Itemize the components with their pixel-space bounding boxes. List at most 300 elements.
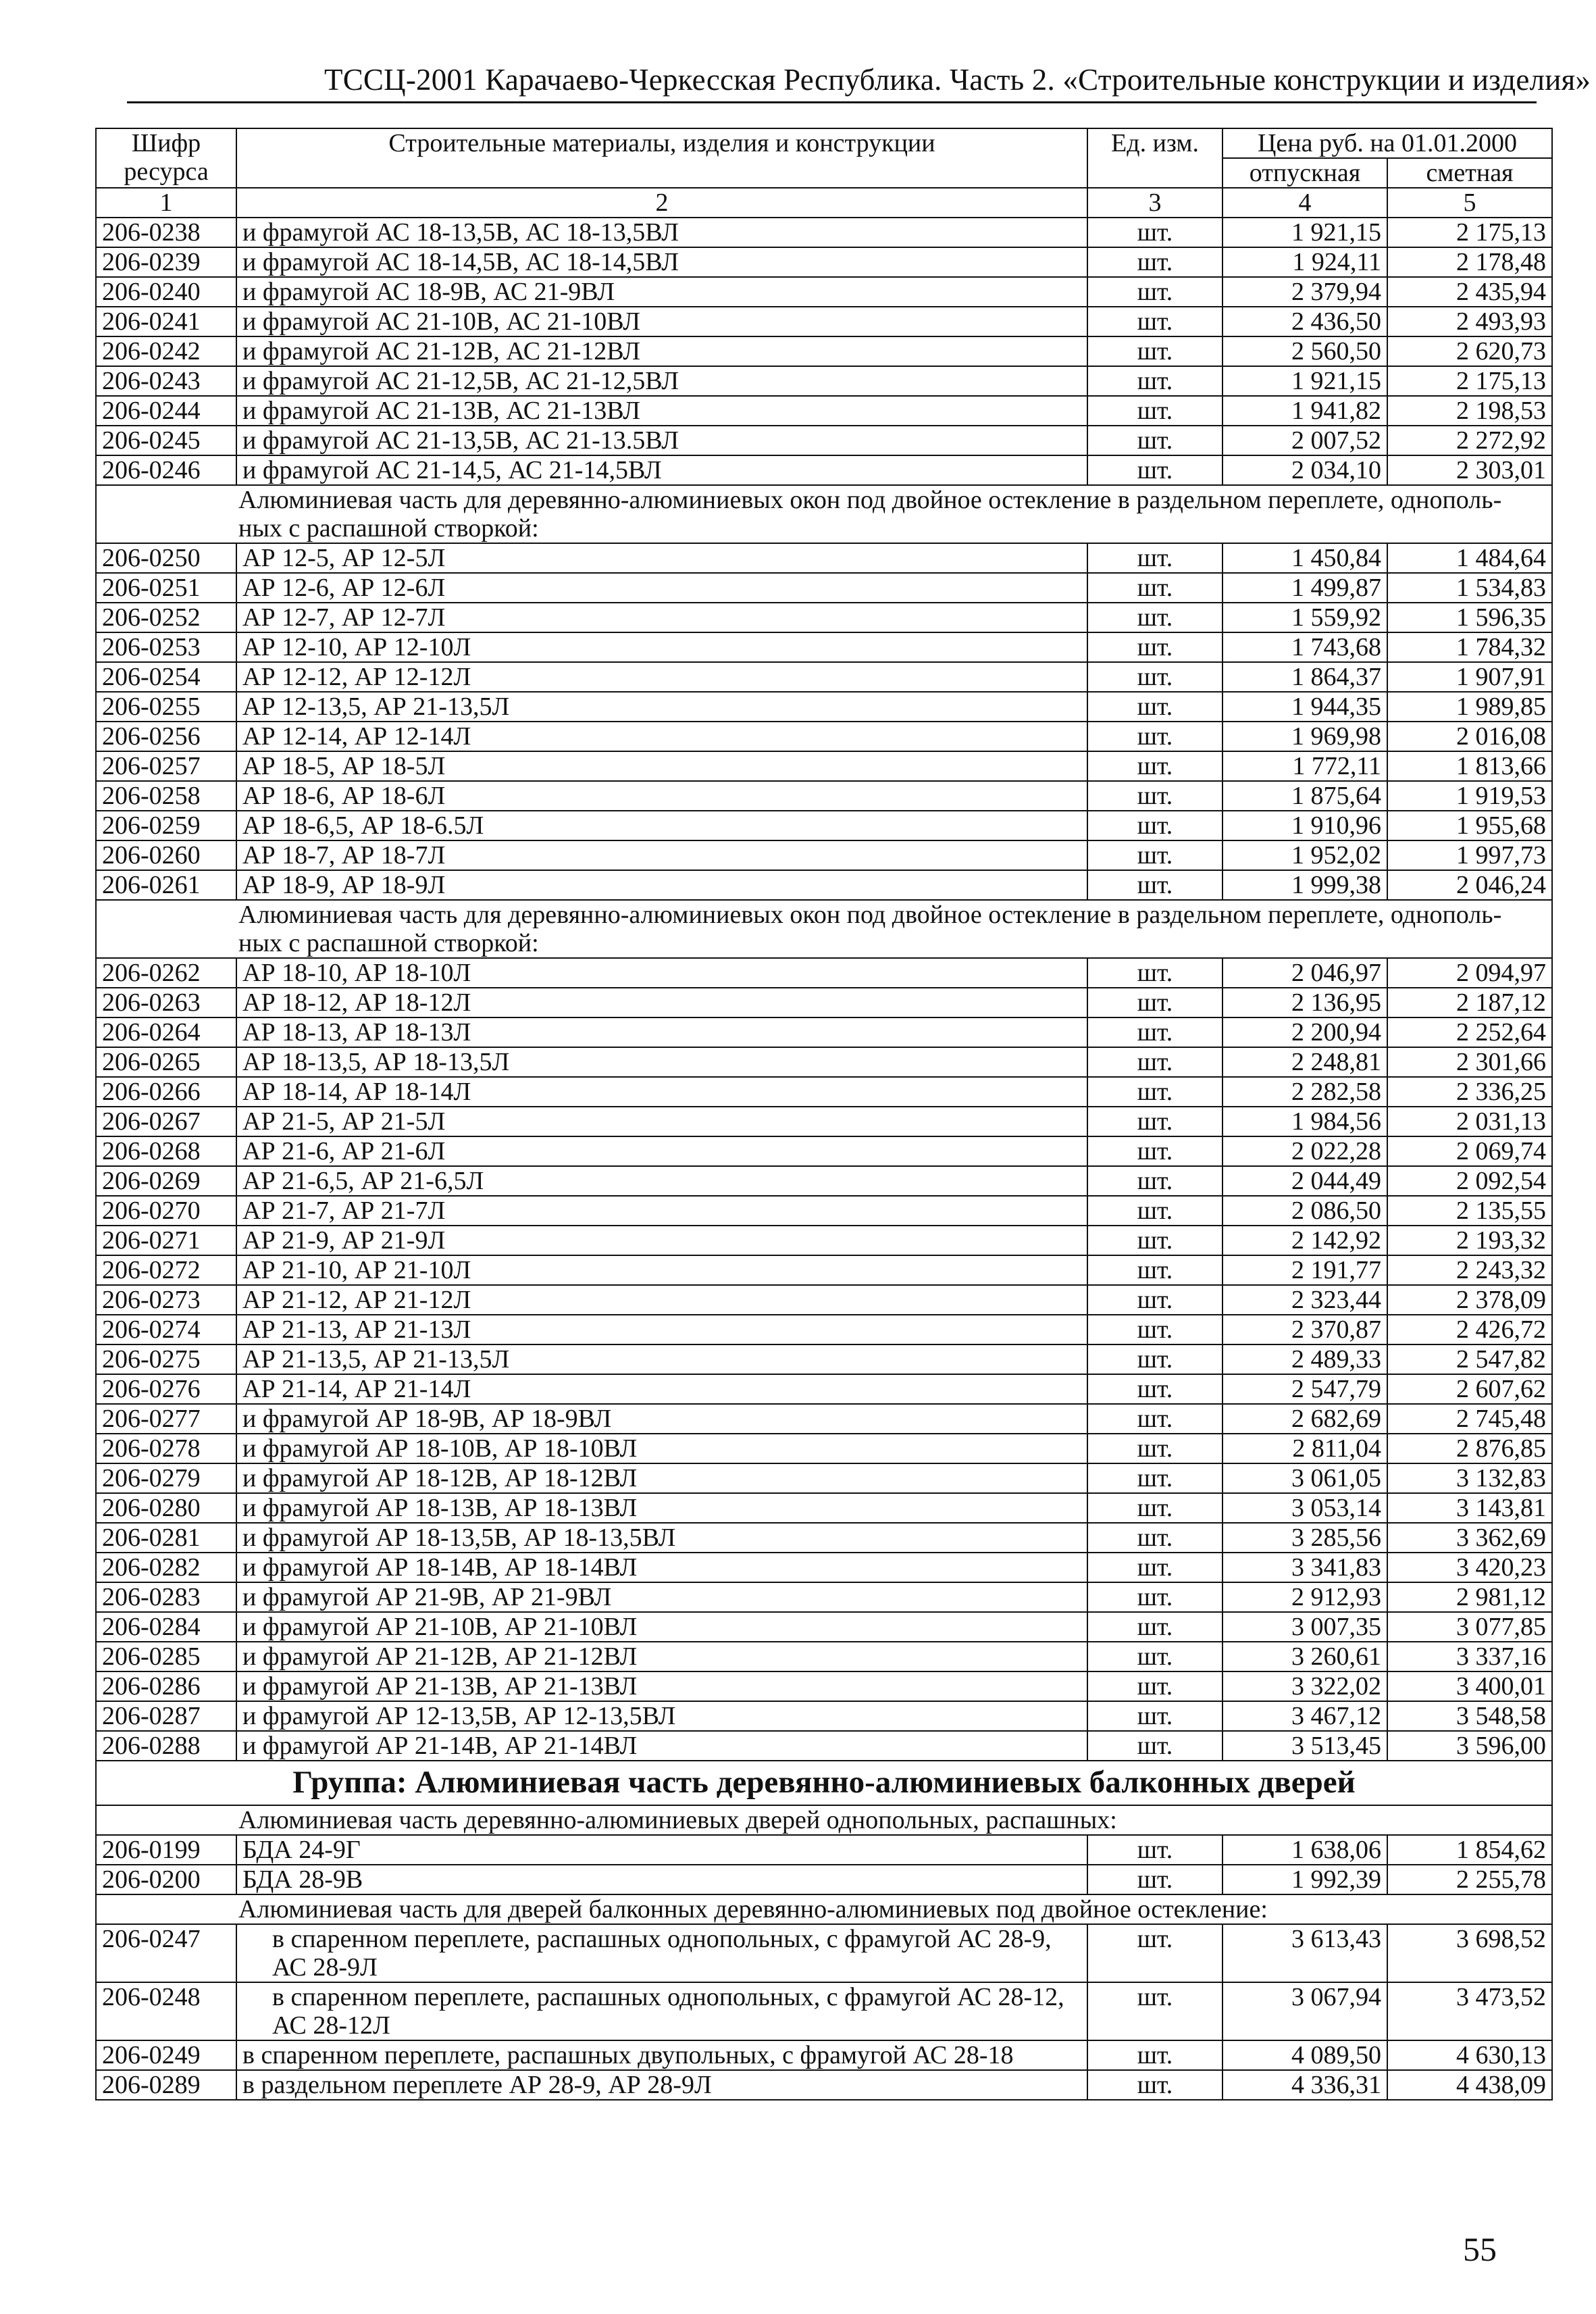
estimate-price: 2 092,54 [1387, 1166, 1552, 1196]
release-price: 2 560,50 [1222, 336, 1387, 366]
estimate-price: 3 132,83 [1387, 1463, 1552, 1493]
section-heading-row [96, 1894, 1552, 1924]
resource-code: 206-0255 [96, 692, 236, 722]
estimate-price: 1 955,68 [1387, 811, 1552, 840]
table-row [96, 2040, 1552, 2070]
release-price: 1 559,92 [1222, 603, 1387, 632]
resource-code: 206-0241 [96, 307, 236, 336]
estimate-price: 1 596,35 [1387, 603, 1552, 632]
unit-of-measure: шт. [1087, 1255, 1222, 1285]
table-row [96, 1865, 1552, 1894]
resource-code: 206-0281 [96, 1523, 236, 1553]
material-name: и фрамугой АС 18-13,5В, АС 18-13,5ВЛ [236, 218, 1087, 247]
estimate-price: 1 484,64 [1387, 543, 1552, 573]
unit-of-measure: шт. [1087, 1404, 1222, 1434]
table-row [96, 988, 1552, 1017]
table-row [96, 1553, 1552, 1582]
unit-of-measure: шт. [1087, 1924, 1222, 1982]
price-table [95, 128, 1553, 2101]
estimate-price: 2 303,01 [1387, 455, 1552, 485]
unit-of-measure: шт. [1087, 1493, 1222, 1523]
unit-of-measure: шт. [1087, 1196, 1222, 1226]
table-row [96, 1404, 1552, 1434]
resource-code: 206-0287 [96, 1701, 236, 1731]
table-row [96, 1255, 1552, 1285]
section-heading-row [96, 900, 1552, 958]
column-number: 3 [1087, 188, 1222, 218]
resource-code: 206-0283 [96, 1582, 236, 1612]
unit-of-measure: шт. [1087, 1077, 1222, 1107]
resource-code: 206-0273 [96, 1285, 236, 1315]
resource-code: 206-0270 [96, 1196, 236, 1226]
unit-of-measure: шт. [1087, 870, 1222, 900]
table-row [96, 692, 1552, 722]
unit-of-measure: шт. [1087, 573, 1222, 603]
release-price: 2 489,33 [1222, 1344, 1387, 1374]
unit-of-measure: шт. [1087, 396, 1222, 426]
estimate-price: 3 473,52 [1387, 1982, 1552, 2040]
unit-of-measure: шт. [1087, 1671, 1222, 1701]
group-heading: Группа: Алюминиевая часть деревянно-алюминиевых балконных дверей [96, 1761, 1552, 1805]
material-name: АР 18-10, АР 18-10Л [236, 958, 1087, 988]
table-row [96, 1434, 1552, 1463]
unit-of-measure: шт. [1087, 1553, 1222, 1582]
material-name: в раздельном переплете АР 28-9, АР 28-9Л [236, 2070, 1087, 2100]
estimate-price: 2 301,66 [1387, 1047, 1552, 1077]
material-name: и фрамугой АР 18-13В, АР 18-13ВЛ [236, 1493, 1087, 1523]
release-price: 3 322,02 [1222, 1671, 1387, 1701]
release-price: 4 336,31 [1222, 2070, 1387, 2100]
release-price: 1 984,56 [1222, 1107, 1387, 1136]
unit-of-measure: шт. [1087, 958, 1222, 988]
unit-of-measure: шт. [1087, 1612, 1222, 1642]
resource-code: 206-0268 [96, 1136, 236, 1166]
estimate-price: 2 426,72 [1387, 1315, 1552, 1344]
header-row [96, 128, 1552, 158]
material-name: и фрамугой АС 21-13,5В, АС 21-13.5ВЛ [236, 426, 1087, 455]
estimate-price: 2 493,93 [1387, 307, 1552, 336]
resource-code: 206-0277 [96, 1404, 236, 1434]
estimate-price: 1 919,53 [1387, 781, 1552, 811]
material-name: АР 18-13,5, АР 18-13,5Л [236, 1047, 1087, 1077]
material-name: АР 18-6, АР 18-6Л [236, 781, 1087, 811]
material-name: и фрамугой АС 21-12В, АС 21-12ВЛ [236, 336, 1087, 366]
material-name: БДА 24-9Г [236, 1835, 1087, 1865]
section-heading: Алюминиевая часть деревянно-алюминиевых дверей однопольных, распашных: [96, 1805, 1552, 1835]
section-heading: Алюминиевая часть для деревянно-алюминиевых окон под двойное остекление в раздельном переплете, однополь-ных с распашной створкой: [96, 900, 1552, 958]
unit-of-measure: шт. [1087, 662, 1222, 692]
table-row [96, 1671, 1552, 1701]
resource-code: 206-0251 [96, 573, 236, 603]
table-row [96, 840, 1552, 870]
table-row [96, 277, 1552, 307]
estimate-price: 2 620,73 [1387, 336, 1552, 366]
release-price: 2 086,50 [1222, 1196, 1387, 1226]
material-name: и фрамугой АС 18-14,5В, АС 18-14,5ВЛ [236, 247, 1087, 277]
material-name: АР 21-7, АР 21-7Л [236, 1196, 1087, 1226]
unit-of-measure: шт. [1087, 426, 1222, 455]
material-name: АР 21-6,5, АР 21-6,5Л [236, 1166, 1087, 1196]
table-row [96, 1731, 1552, 1761]
table-row [96, 1196, 1552, 1226]
unit-of-measure: шт. [1087, 1835, 1222, 1865]
resource-code: 206-0243 [96, 366, 236, 396]
release-price: 3 341,83 [1222, 1553, 1387, 1582]
estimate-price: 3 698,52 [1387, 1924, 1552, 1982]
estimate-price: 4 630,13 [1387, 2040, 1552, 2070]
resource-code: 206-0253 [96, 632, 236, 662]
material-name: АР 12-14, АР 12-14Л [236, 722, 1087, 751]
release-price: 3 053,14 [1222, 1493, 1387, 1523]
unit-of-measure: шт. [1087, 1285, 1222, 1315]
table-row [96, 455, 1552, 485]
page-header: ТССЦ-2001 Карачаево-Черкесская Республика. Часть 2. «Строительные конструкции и изделия» [324, 63, 1591, 97]
estimate-price: 2 607,62 [1387, 1374, 1552, 1404]
material-name: и фрамугой АС 21-14,5, АС 21-14,5ВЛ [236, 455, 1087, 485]
release-price: 3 467,12 [1222, 1701, 1387, 1731]
estimate-price: 1 997,73 [1387, 840, 1552, 870]
release-price: 1 864,37 [1222, 662, 1387, 692]
unit-of-measure: шт. [1087, 2070, 1222, 2100]
release-price: 1 875,64 [1222, 781, 1387, 811]
material-name: АР 12-12, АР 12-12Л [236, 662, 1087, 692]
resource-code: 206-0272 [96, 1255, 236, 1285]
material-name: и фрамугой АР 21-13В, АР 21-13ВЛ [236, 1671, 1087, 1701]
column-number-row [96, 188, 1552, 218]
material-name: и фрамугой АР 21-10В, АР 21-10ВЛ [236, 1612, 1087, 1642]
section-heading: Алюминиевая часть для дверей балконных деревянно-алюминиевых под двойное остекление: [96, 1894, 1552, 1924]
table-row [96, 1582, 1552, 1612]
resource-code: 206-0248 [96, 1982, 236, 2040]
release-price: 2 547,79 [1222, 1374, 1387, 1404]
table-row [96, 870, 1552, 900]
table-row [96, 811, 1552, 840]
column-number: 2 [236, 188, 1087, 218]
column-number: 5 [1387, 188, 1552, 218]
unit-of-measure: шт. [1087, 1107, 1222, 1136]
estimate-price: 3 337,16 [1387, 1642, 1552, 1671]
estimate-price: 1 813,66 [1387, 751, 1552, 781]
estimate-price: 2 135,55 [1387, 1196, 1552, 1226]
table-row [96, 543, 1552, 573]
material-name: АР 21-6, АР 21-6Л [236, 1136, 1087, 1166]
material-name: АР 12-6, АР 12-6Л [236, 573, 1087, 603]
release-price: 1 743,68 [1222, 632, 1387, 662]
unit-of-measure: шт. [1087, 1166, 1222, 1196]
estimate-price: 1 907,91 [1387, 662, 1552, 692]
estimate-price: 1 989,85 [1387, 692, 1552, 722]
table-row [96, 958, 1552, 988]
resource-code: 206-0245 [96, 426, 236, 455]
material-name: АР 18-13, АР 18-13Л [236, 1017, 1087, 1047]
table-row [96, 247, 1552, 277]
material-name: АР 18-9, АР 18-9Л [236, 870, 1087, 900]
release-price: 2 142,92 [1222, 1226, 1387, 1255]
release-price: 2 046,97 [1222, 958, 1387, 988]
unit-of-measure: шт. [1087, 543, 1222, 573]
material-name: и фрамугой АР 18-13,5В, АР 18-13,5ВЛ [236, 1523, 1087, 1553]
material-name: и фрамугой АР 12-13,5В, АР 12-13,5ВЛ [236, 1701, 1087, 1731]
material-name: и фрамугой АР 18-9В, АР 18-9ВЛ [236, 1404, 1087, 1434]
header-rule [127, 101, 1537, 103]
resource-code: 206-0240 [96, 277, 236, 307]
material-name: БДА 28-9В [236, 1865, 1087, 1894]
table-row [96, 1612, 1552, 1642]
estimate-price: 4 438,09 [1387, 2070, 1552, 2100]
table-row [96, 1136, 1552, 1166]
col-unit-header: Ед. изм. [1087, 128, 1222, 188]
release-price: 2 912,93 [1222, 1582, 1387, 1612]
material-name: АР 18-14, АР 18-14Л [236, 1077, 1087, 1107]
unit-of-measure: шт. [1087, 692, 1222, 722]
release-price: 3 067,94 [1222, 1982, 1387, 2040]
unit-of-measure: шт. [1087, 722, 1222, 751]
estimate-price: 1 784,32 [1387, 632, 1552, 662]
estimate-price: 3 143,81 [1387, 1493, 1552, 1523]
table-row [96, 603, 1552, 632]
estimate-price: 2 193,32 [1387, 1226, 1552, 1255]
resource-code: 206-0288 [96, 1731, 236, 1761]
release-price: 3 613,43 [1222, 1924, 1387, 1982]
material-name: АР 18-7, АР 18-7Л [236, 840, 1087, 870]
estimate-price: 3 596,00 [1387, 1731, 1552, 1761]
unit-of-measure: шт. [1087, 840, 1222, 870]
unit-of-measure: шт. [1087, 2040, 1222, 2070]
material-name: АР 21-10, АР 21-10Л [236, 1255, 1087, 1285]
release-price: 3 285,56 [1222, 1523, 1387, 1553]
resource-code: 206-0275 [96, 1344, 236, 1374]
estimate-price: 2 378,09 [1387, 1285, 1552, 1315]
unit-of-measure: шт. [1087, 1731, 1222, 1761]
material-name: АР 21-9, АР 21-9Л [236, 1226, 1087, 1255]
table-row [96, 751, 1552, 781]
estimate-price: 2 175,13 [1387, 366, 1552, 396]
resource-code: 206-0278 [96, 1434, 236, 1463]
material-name: АР 21-13, АР 21-13Л [236, 1315, 1087, 1344]
release-price: 2 007,52 [1222, 426, 1387, 455]
resource-code: 206-0274 [96, 1315, 236, 1344]
estimate-price: 2 094,97 [1387, 958, 1552, 988]
section-heading-row [96, 485, 1552, 543]
material-name: в спаренном переплете, распашных однопольных, с фрамугой АС 28-9, АС 28-9Л [236, 1924, 1087, 1982]
table-row [96, 396, 1552, 426]
release-price: 1 450,84 [1222, 543, 1387, 573]
release-price: 1 941,82 [1222, 396, 1387, 426]
table-row [96, 1701, 1552, 1731]
resource-code: 206-0289 [96, 2070, 236, 2100]
estimate-price: 2 243,32 [1387, 1255, 1552, 1285]
unit-of-measure: шт. [1087, 751, 1222, 781]
release-price: 1 924,11 [1222, 247, 1387, 277]
release-price: 1 921,15 [1222, 366, 1387, 396]
resource-code: 206-0260 [96, 840, 236, 870]
release-price: 2 811,04 [1222, 1434, 1387, 1463]
material-name: АР 18-5, АР 18-5Л [236, 751, 1087, 781]
table-row [96, 307, 1552, 336]
release-price: 2 248,81 [1222, 1047, 1387, 1077]
resource-code: 206-0199 [96, 1835, 236, 1865]
unit-of-measure: шт. [1087, 277, 1222, 307]
release-price: 2 282,58 [1222, 1077, 1387, 1107]
resource-code: 206-0250 [96, 543, 236, 573]
resource-code: 206-0284 [96, 1612, 236, 1642]
section-heading-row [96, 1805, 1552, 1835]
resource-code: 206-0261 [96, 870, 236, 900]
resource-code: 206-0266 [96, 1077, 236, 1107]
col-name-header: Строительные материалы, изделия и конструкции [236, 128, 1087, 188]
estimate-price: 2 198,53 [1387, 396, 1552, 426]
resource-code: 206-0244 [96, 396, 236, 426]
release-price: 3 061,05 [1222, 1463, 1387, 1493]
estimate-price: 2 016,08 [1387, 722, 1552, 751]
material-name: и фрамугой АС 18-9В, АС 21-9ВЛ [236, 277, 1087, 307]
release-price: 2 044,49 [1222, 1166, 1387, 1196]
table-row [96, 1463, 1552, 1493]
resource-code: 206-0279 [96, 1463, 236, 1493]
estimate-price: 3 420,23 [1387, 1553, 1552, 1582]
material-name: АР 21-12, АР 21-12Л [236, 1285, 1087, 1315]
material-name: и фрамугой АР 21-14В, АР 21-14ВЛ [236, 1731, 1087, 1761]
section-heading: Алюминиевая часть для деревянно-алюминиевых окон под двойное остекление в раздельном переплете, однополь-ных с распашной створкой: [96, 485, 1552, 543]
table-row [96, 1077, 1552, 1107]
estimate-price: 2 175,13 [1387, 218, 1552, 247]
table-row [96, 1493, 1552, 1523]
resource-code: 206-0280 [96, 1493, 236, 1523]
table-row [96, 1047, 1552, 1077]
unit-of-measure: шт. [1087, 781, 1222, 811]
unit-of-measure: шт. [1087, 1315, 1222, 1344]
table-row [96, 366, 1552, 396]
unit-of-measure: шт. [1087, 603, 1222, 632]
release-price: 4 089,50 [1222, 2040, 1387, 2070]
resource-code: 206-0254 [96, 662, 236, 692]
material-name: АР 21-13,5, АР 21-13,5Л [236, 1344, 1087, 1374]
estimate-price: 2 876,85 [1387, 1434, 1552, 1463]
col-release-header: отпускная [1222, 158, 1387, 188]
unit-of-measure: шт. [1087, 1582, 1222, 1612]
release-price: 2 136,95 [1222, 988, 1387, 1017]
estimate-price: 2 547,82 [1387, 1344, 1552, 1374]
material-name: и фрамугой АС 21-13В, АС 21-13ВЛ [236, 396, 1087, 426]
estimate-price: 2 252,64 [1387, 1017, 1552, 1047]
release-price: 1 999,38 [1222, 870, 1387, 900]
release-price: 1 910,96 [1222, 811, 1387, 840]
table-row [96, 632, 1552, 662]
col-estimate-header: сметная [1387, 158, 1552, 188]
col-code-header: Шифр ресурса [96, 128, 236, 188]
table-row [96, 1315, 1552, 1344]
unit-of-measure: шт. [1087, 1136, 1222, 1166]
unit-of-measure: шт. [1087, 1701, 1222, 1731]
table-row [96, 218, 1552, 247]
release-price: 2 200,94 [1222, 1017, 1387, 1047]
unit-of-measure: шт. [1087, 811, 1222, 840]
material-name: и фрамугой АР 18-14В, АР 18-14ВЛ [236, 1553, 1087, 1582]
release-price: 1 969,98 [1222, 722, 1387, 751]
table-row [96, 1924, 1552, 1982]
unit-of-measure: шт. [1087, 632, 1222, 662]
group-heading-row [96, 1761, 1552, 1805]
resource-code: 206-0264 [96, 1017, 236, 1047]
column-number: 1 [96, 188, 236, 218]
release-price: 2 034,10 [1222, 455, 1387, 485]
material-name: АР 21-5, АР 21-5Л [236, 1107, 1087, 1136]
resource-code: 206-0286 [96, 1671, 236, 1701]
resource-code: 206-0238 [96, 218, 236, 247]
resource-code: 206-0247 [96, 1924, 236, 1982]
material-name: и фрамугой АР 21-9В, АР 21-9ВЛ [236, 1582, 1087, 1612]
table-row [96, 1835, 1552, 1865]
resource-code: 206-0256 [96, 722, 236, 751]
table-row [96, 573, 1552, 603]
unit-of-measure: шт. [1087, 247, 1222, 277]
estimate-price: 2 272,92 [1387, 426, 1552, 455]
unit-of-measure: шт. [1087, 1047, 1222, 1077]
estimate-price: 1 854,62 [1387, 1835, 1552, 1865]
estimate-price: 2 069,74 [1387, 1136, 1552, 1166]
release-price: 2 191,77 [1222, 1255, 1387, 1285]
unit-of-measure: шт. [1087, 1017, 1222, 1047]
unit-of-measure: шт. [1087, 1865, 1222, 1894]
table-row [96, 1344, 1552, 1374]
estimate-price: 3 077,85 [1387, 1612, 1552, 1642]
table-row [96, 1107, 1552, 1136]
resource-code: 206-0249 [96, 2040, 236, 2070]
estimate-price: 3 548,58 [1387, 1701, 1552, 1731]
material-name: и фрамугой АС 21-10В, АС 21-10ВЛ [236, 307, 1087, 336]
resource-code: 206-0271 [96, 1226, 236, 1255]
release-price: 2 022,28 [1222, 1136, 1387, 1166]
release-price: 3 007,35 [1222, 1612, 1387, 1642]
table-row [96, 1982, 1552, 2040]
unit-of-measure: шт. [1087, 1344, 1222, 1374]
price-table-body [96, 128, 1552, 2100]
unit-of-measure: шт. [1087, 336, 1222, 366]
page-number: 55 [1463, 2230, 1497, 2268]
estimate-price: 2 981,12 [1387, 1582, 1552, 1612]
table-row [96, 1642, 1552, 1671]
unit-of-measure: шт. [1087, 307, 1222, 336]
table-row [96, 1285, 1552, 1315]
estimate-price: 2 046,24 [1387, 870, 1552, 900]
resource-code: 206-0282 [96, 1553, 236, 1582]
unit-of-measure: шт. [1087, 366, 1222, 396]
material-name: АР 12-5, АР 12-5Л [236, 543, 1087, 573]
unit-of-measure: шт. [1087, 1523, 1222, 1553]
resource-code: 206-0239 [96, 247, 236, 277]
resource-code: 206-0200 [96, 1865, 236, 1894]
release-price: 1 499,87 [1222, 573, 1387, 603]
table-row [96, 336, 1552, 366]
unit-of-measure: шт. [1087, 455, 1222, 485]
unit-of-measure: шт. [1087, 988, 1222, 1017]
estimate-price: 2 178,48 [1387, 247, 1552, 277]
release-price: 2 323,44 [1222, 1285, 1387, 1315]
material-name: АР 12-13,5, АР 21-13,5Л [236, 692, 1087, 722]
resource-code: 206-0252 [96, 603, 236, 632]
estimate-price: 2 336,25 [1387, 1077, 1552, 1107]
resource-code: 206-0276 [96, 1374, 236, 1404]
release-price: 2 370,87 [1222, 1315, 1387, 1344]
material-name: в спаренном переплете, распашных двупольных, с фрамугой АС 28-18 [236, 2040, 1087, 2070]
resource-code: 206-0257 [96, 751, 236, 781]
resource-code: 206-0285 [96, 1642, 236, 1671]
resource-code: 206-0263 [96, 988, 236, 1017]
resource-code: 206-0242 [96, 336, 236, 366]
release-price: 2 682,69 [1222, 1404, 1387, 1434]
material-name: АР 12-7, АР 12-7Л [236, 603, 1087, 632]
release-price: 2 436,50 [1222, 307, 1387, 336]
